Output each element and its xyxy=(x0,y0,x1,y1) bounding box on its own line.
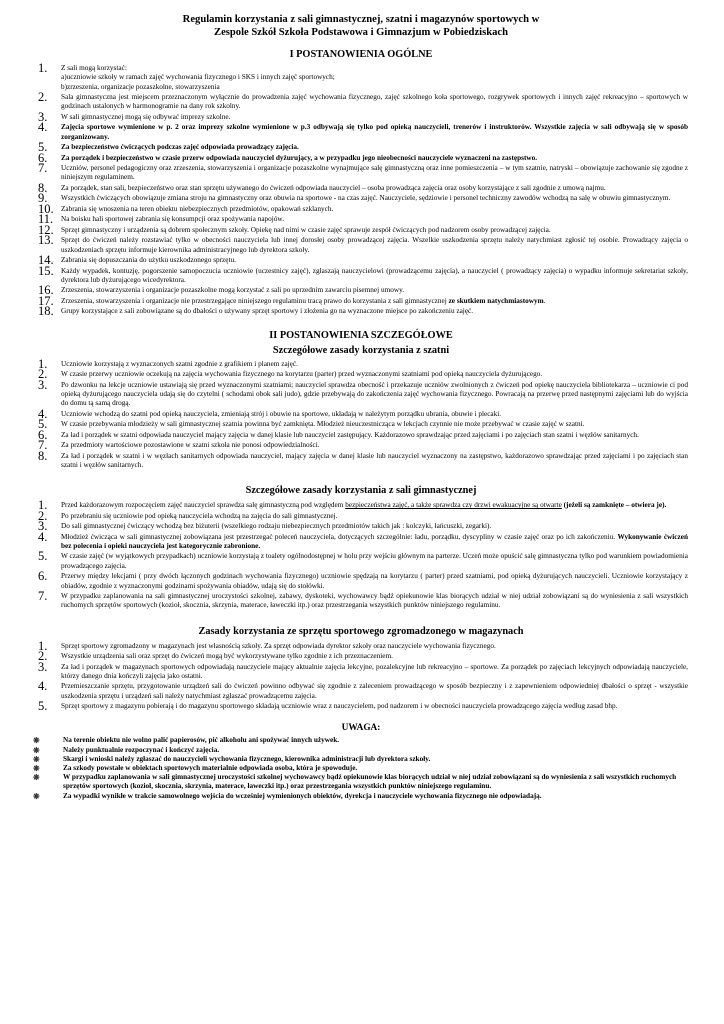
asterisk-bullet-icon: ❋ xyxy=(33,791,40,801)
list-item xyxy=(34,679,688,701)
item-number: 2. xyxy=(38,367,48,382)
uwaga-item xyxy=(34,736,688,745)
list-item xyxy=(34,263,688,286)
item-text: Za bezpieczeństwo ćwiczących podczas zajęć odpowiada prowadzący zajęcia. xyxy=(61,143,299,152)
item-number: 8. xyxy=(38,448,48,463)
section1-heading: I POSTANOWIENIA OGÓLNE xyxy=(289,49,433,60)
list-item xyxy=(34,417,688,432)
item-text: Wszystkich ćwiczących obowiązuje zmiana stroju na gimnastyczny oraz obuwia na sportowe - na czas zajęć. Nauczyciele, sędziowie i personel techniczny zawodów wchodzą na salę w obuwiu gimnastycznym. xyxy=(61,194,671,203)
item-text: Przemieszczanie sprzętu, przygotowanie urządzeń sali do ćwiczeń powinno odbywać się zgodnie z zaleceniem prowadzącego w sposób bezpieczny i z zapewnieniem odpowiedniej dbałości o sprzęt - wszystkie uszkodzenia sprzętu i urządzeń sali należy natychmiast zgłaszać prowadzącemu zajęcia. xyxy=(61,682,688,700)
asterisk-bullet-icon: ❋ xyxy=(33,754,40,764)
item-text: Sprzęt sportowy z magazynu pobierają i do magazynu sportowego składają uczniowie wraz z nauczycielem, pod nadzorem i w obecności nauczyciela prowadzącego zajęcia według zasad bhp. xyxy=(61,702,618,711)
item-number: 9. xyxy=(38,191,48,206)
section3-heading: Szczegółowe zasady korzystania z sali gimnastycznej xyxy=(245,485,477,497)
list-item xyxy=(34,304,688,319)
item-text: Zrzeszenia, stowarzyszenia i organizacje nie przestrzegające niniejszego regulaminu tracą prawo do korzystania z sali gimnastycznej ze skutkiem natychmiastowym. xyxy=(61,296,546,305)
item-text: Przerwy między lekcjami ( przy dwóch łączonych godzinach wychowania fizycznego) uczniowie spędzają na korytarzu ( parter) przed szatniami, pod opieką dyżurujących nauczycieli. Uczniowie korzystający z obiadów, zgodnie z wyznaczonymi godzinami spożywania obiadów, udają się do stołówki. xyxy=(61,572,688,590)
item-text: Wszystkie urządzenia sali oraz sprzęt do ćwiczeń mogą być wykorzystywane tylko zgodnie z ich przeznaczeniem. xyxy=(61,652,393,661)
regulation-document xyxy=(34,14,688,801)
item-text: Uczniów, personel pedagogiczny oraz zrzeszenia, stowarzyszenia i organizacje pozaszkolne wynajmujące salę gimnastyczną oraz inne pomieszczenia – w tym szatnie, natryski – obowiązuje zachowanie się zgodne z niniejszym regulaminem. xyxy=(61,164,688,182)
item-text: Przed każdorazowym rozpoczęciem zajęć nauczyciel sprawdza salę gimnastyczną pod względem bezpieczeństwa zajęć, a także sprawdza czy drzwi ewakuacyjne są otwarte (jeżeli są zamknięte – otwiera je). xyxy=(61,501,667,510)
list-item xyxy=(34,150,688,165)
list-item xyxy=(34,212,688,227)
uwaga-heading: UWAGA: xyxy=(341,723,381,734)
item-number: 12. xyxy=(38,222,54,237)
item-text: Sprzęt gimnastyczny i urządzenia są dobrem społecznym szkoły. Opiekę nad nimi w czasie zajęć sprawuje zespół ćwiczących pod nadzorem osoby prowadzącej zajęcia. xyxy=(61,225,551,234)
document-title xyxy=(34,14,688,39)
list-item xyxy=(34,293,688,308)
section4-heading: Zasady korzystania ze sprzętu sportowego zgromadzonego w magazynach xyxy=(198,625,524,637)
item-text: Sala gimnastyczna jest miejscem przeznaczonym wyłącznie do prowadzenia zajęć wychowania fizycznego, zajęć szkolnego koła sportowego, rozgrywek sportowych i innych zajęć rekreacyjno – sportowych w godzinach ustalonych w harmonogramie na dany rok szkolny. xyxy=(61,93,688,111)
list-item xyxy=(34,367,688,382)
title-line-1: Regulamin korzystania z sali gimnastycznej, szatni i magazynów sportowych w xyxy=(182,14,540,25)
list-item xyxy=(34,427,688,442)
item-number: 3. xyxy=(38,377,48,392)
item-text: W przypadku zaplanowania na sali gimnastycznej uroczystości szkolnej, zabawy, dyskoteki, wychowawcy bądź opiekunowie klas biorących udział w niej udział zobowiązani są do wyniesienia z sali wszystkich ruchomych sprzętów sportowych (kozioł, skocznia, skrzynia, materace, ławeczki itp.) oraz przestrzegania wszystkich punktów niniejszego regulaminu. xyxy=(61,591,688,610)
item-number: 3. xyxy=(38,659,48,674)
item-number: 8. xyxy=(38,180,48,195)
uwaga-item-text: Na terenie obiektu nie wolno palić papierosów, pić alkoholu ani spożywać innych używek. xyxy=(63,736,340,745)
list-item xyxy=(34,140,688,155)
section4-list xyxy=(34,638,688,714)
list-item xyxy=(34,201,688,216)
item-number: 16. xyxy=(38,283,54,298)
item-number: 2. xyxy=(38,90,48,105)
asterisk-bullet-icon: ❋ xyxy=(33,736,40,746)
list-item xyxy=(34,377,688,409)
item-number: 1. xyxy=(38,638,48,653)
asterisk-bullet-icon: ❋ xyxy=(33,764,40,774)
item-number: 5. xyxy=(38,549,48,564)
list-item xyxy=(34,253,688,268)
list-item xyxy=(34,222,688,237)
item-text: Każdy wypadek, kontuzję, pogorszenie samopoczucia uczniowie (uczestnicy zajęć), zgłaszają nauczycielowi (prowadzącemu zajęcia), a nauczyciel ( prowadzący zajęcia) o wypadku informuje sekretariat szkoły, dyrektora lub dyżurującego wicedyrektora. xyxy=(61,266,688,284)
item-number: 7. xyxy=(38,438,48,453)
item-number: 5. xyxy=(38,699,48,714)
item-text: Sprzęt sportowy zgromadzony w magazynach jest własnością szkoły. Za sprzęt odpowiada dyrektor szkoły oraz nauczyciele wychowania fizycznego. xyxy=(61,641,496,650)
asterisk-bullet-icon: ❋ xyxy=(33,745,40,755)
item-number: 7. xyxy=(38,161,48,176)
item-text: W sali gimnastycznej mogą się odbywać imprezy szkolne. xyxy=(61,112,231,121)
item-text: W czasie zajęć (w wyjątkowych przypadkach) uczniowie korzystają z toalety ogólnodostępnej w holu przy wejściu głównym na parterze. Uczeń może opuścić salę gimnastyczna tylko pod warunkiem powiadomienia prowadzącego zajęcia. xyxy=(61,552,688,570)
list-item xyxy=(34,519,688,534)
item-text: Sprzęt do ćwiczeń należy rozstawiać tylko w obecności nauczyciela lub innej dorosłej osoby prowadzącej zajęcia. Wszelkie uszkodzenia sprzętu należy natychmiast zgłosić tej osobie. Prowadzący zajęcia o uszkodzeniach sprzętu informuje kierownika administracyjnego lub dyrektora szkoły. xyxy=(61,236,688,254)
list-item xyxy=(34,61,688,92)
item-text: Zabrania się wnoszenia na teren obiektu niebezpiecznych przedmiotów, opakowań szklanych. xyxy=(61,204,334,213)
uwaga-item xyxy=(34,764,688,773)
item-number: 2. xyxy=(38,649,48,664)
list-item xyxy=(34,283,688,298)
item-text: Za porządek, stan sali, bezpieczeństwo oraz stan sprzętu używanego do ćwiczeń odpowiada nauczyciel – osoba prowadząca zajęcia oraz osoby korzystające z sali zgodnie z umową najmu. xyxy=(61,183,606,192)
item-text: Zrzeszenia, stowarzyszenia i organizacje pozaszkolne mogą korzystać z sali po uprzednim zawarciu pisemnej umowy. xyxy=(61,286,405,295)
uwaga-item xyxy=(34,755,688,764)
item-text: Za ład i porządek w magazynach sportowych odpowiadają nauczyciele mający aktualnie zajęcia lekcyjne, pozalekcyjne lub rekreacyjno – sportowe. Za porządek po zajęciach lekcyjnych odpowiadają nauczyciele, którzy danego dnia kończyli zajęcia jako ostatni. xyxy=(61,662,688,680)
item-text: Do sali gimnastycznej ćwiczący wchodzą bez biżuterii (wszelkiego rodzaju niebezpiecznych przedmiotów takich jak : kolczyki, łańcuszki, zegarki). xyxy=(61,522,492,531)
uwaga-item-text: Należy punktualnie rozpoczynać i kończyć zajęcia. xyxy=(63,745,220,754)
list-item xyxy=(34,529,688,552)
item-number: 11. xyxy=(38,212,54,227)
uwaga-list xyxy=(34,736,688,800)
uwaga-item xyxy=(34,792,688,801)
section3-list xyxy=(34,498,688,610)
list-item xyxy=(34,549,688,571)
item-number: 10. xyxy=(38,201,54,216)
item-number: 6. xyxy=(38,427,48,442)
list-item xyxy=(34,191,688,206)
section2-list xyxy=(34,356,688,471)
item-number: 4. xyxy=(38,120,48,135)
uwaga-item xyxy=(34,746,688,755)
item-number: 13. xyxy=(38,233,54,248)
item-text: Za ład i porządek w szatni odpowiada nauczyciel mający zajęcia w danej klasie lub nauczyciel zastępujący. Każdorazowo sprawdzając przed zajęciami i po zajęciach stan szatni i węzłów sanitarnych. xyxy=(61,430,639,439)
list-item xyxy=(34,356,688,371)
uwaga-item xyxy=(34,773,688,791)
item-text: Za porządek i bezpieczeństwo w czasie przerw odpowiada nauczyciel dyżurujący, a w przypadku jego nieobecności nauczyciele wyznaczeni na zastępstwo. xyxy=(61,153,538,162)
list-item xyxy=(34,161,688,183)
item-number: 14. xyxy=(38,253,54,268)
item-text: Na boisku hali sportowej zabrania się konsumpcji oraz spożywania napojów. xyxy=(61,215,285,224)
list-item xyxy=(34,406,688,421)
item-text: W czasie przerwy uczniowie oczekują na zajęcia wychowania fizycznego na korytarzu (parter) przed wyznaczonymi szatniami pod opieką nauczyciela dyżurującego. xyxy=(61,370,543,379)
item-text: Grupy korzystające z sali zobowiązane są do dbałości o używany sprzęt sportowy i złożenia go na wyznaczone miejsce po zakończeniu zajęć. xyxy=(61,307,474,316)
item-text: Uczniowie wchodzą do szatni pod opieką nauczyciela, zmieniają strój i obuwie na sportowe, układają w należytym porządku ubrania, obuwie i plecaki. xyxy=(61,409,502,418)
list-item xyxy=(34,638,688,653)
list-item xyxy=(34,180,688,195)
list-item xyxy=(34,120,688,142)
list-item xyxy=(34,109,688,124)
item-text: Za przedmioty wartościowe pozostawione w szatni szkoła nie ponosi odpowiedzialności. xyxy=(61,441,320,450)
list-item xyxy=(34,588,688,611)
uwaga-item-text: Skargi i wnioski należy zgłaszać do nauczycieli wychowania fizycznego, kierownika administracji lub dyrektora szkoły. xyxy=(63,754,431,763)
item-text: Z sali mogą korzystać: a)uczniowie szkoły w ramach zajęć wychowania fizycznego i SKS i innych zajęć sportowych; b)zrzeszenia, organizacje pozaszkolne, stowarzyszenia xyxy=(61,64,335,91)
list-item xyxy=(34,233,688,255)
item-number: 17. xyxy=(38,293,54,308)
item-number: 2. xyxy=(38,508,48,523)
list-item xyxy=(34,649,688,664)
list-item xyxy=(34,699,688,714)
item-text: Po dzwonku na lekcje uczniowie ustawiają się przed wyznaczonymi szatniami; nauczyciel sprawdza obecność i przekazuje uczniów zwolnionych z ćwiczeń pod opiekę nauczyciela bibliotekarza – uczniowie ci pod opieką dyżurującego nauczyciela udają się do czytelni ( schodami obok sali judo), gdzie przebywają do zakończenia zajęć wychowania fizycznego. Powracają na przerwę przed następnymi zajęciami lub do wyjścia do domu tą samą drogą. xyxy=(61,380,688,408)
item-number: 4. xyxy=(38,406,48,421)
list-item xyxy=(34,508,688,523)
item-number: 5. xyxy=(38,417,48,432)
section1-list xyxy=(34,61,688,319)
asterisk-bullet-icon: ❋ xyxy=(33,773,40,783)
list-item xyxy=(34,498,688,513)
item-number: 3. xyxy=(38,109,48,124)
item-text: Młodzież ćwicząca w sali gimnastycznej zobowiązana jest przestrzegać poleceń nauczyciela, dotyczących szczególnie: ładu, porządku, dyscypliny w czasie zajęć oraz po ich zakończeniu. Wykonywanie ćwiczeń bez polecenia i opieki nauczyciela jest kategorycznie zabronione. xyxy=(61,532,688,550)
item-text: Zabrania się dopuszczania do użytku uszkodzonego sprzętu. xyxy=(61,256,236,265)
item-number: 15. xyxy=(38,263,54,278)
item-text: Uczniowie korzystają z wyznaczonych szatni zgodnie z grafikiem i planem zajęć. xyxy=(61,359,298,368)
item-number: 18. xyxy=(38,304,54,319)
item-number: 6. xyxy=(38,150,48,165)
item-number: 7. xyxy=(38,588,48,603)
list-item xyxy=(34,90,688,112)
title-line-2: Zespole Szkół Szkoła Podstawowa i Gimnazjum w Pobiedziskach xyxy=(214,26,508,38)
uwaga-item-text: W przypadku zaplanowania w sali gimnastycznej uroczystości szkolnej wychowawcy bądź opiekunowie klas biorących udział w niej udział zobowiązani są do wyniesienia z sali wszystkich ruchomych sprzętów sportowych (kozioł, skocznia, skrzynia, materace, ławeczki itp.) oraz przestrzegania wszystkich punktów niniejszego regulaminu. xyxy=(63,773,677,791)
item-text: Po przebraniu się uczniowie pod opieką nauczyciela wchodzą na zajęcia do sali gimnastycznej. xyxy=(61,511,338,520)
item-number: 1. xyxy=(38,356,48,371)
section2-heading: II POSTANOWIENIA SZCZEGÓŁOWE xyxy=(269,329,453,341)
item-number: 1. xyxy=(38,61,48,75)
list-item xyxy=(34,569,688,591)
item-text: Za ład i porządek w szatni i w węzłach sanitarnych odpowiada nauczyciel, mający zajęcia w danej klasie lub nauczyciel wyznaczony na zastępstwo, każdorazowo sprawdzając przed zajęciami i po zajęciach stan szatni i węzłów sanitarnych. xyxy=(61,451,688,469)
item-number: 1. xyxy=(38,498,48,513)
item-number: 4. xyxy=(38,529,48,544)
item-number: 4. xyxy=(38,679,48,694)
item-text: W czasie przebywania młodzieży w sali gimnastycznej szatnia powinna być zamknięta. Młodzież nieuczestnicząca w lekcjach czynnie nie może przebywać w czasie zajęć w szatni. xyxy=(61,420,585,429)
list-item xyxy=(34,448,688,471)
item-number: 5. xyxy=(38,140,48,155)
item-number: 3. xyxy=(38,519,48,534)
list-item xyxy=(34,438,688,453)
list-item xyxy=(34,659,688,682)
section2-subheading: Szczegółowe zasady korzystania z szatni xyxy=(272,344,450,356)
item-text: Zajęcia sportowe wymienione w p. 2 oraz imprezy szkolne wymienione w p.3 odbywają się tylko pod opieką nauczycieli, trenerów i instruktorów. Wszystkie zajęcia w sali odbywają się w sposób zorganizowany. xyxy=(61,123,688,141)
item-number: 6. xyxy=(38,569,48,584)
uwaga-item-text: Za wypadki wynikłe w trakcie samowolnego wejścia do wcześniej wymienionych obiektów, dyrekcja i nauczyciele wychowania fizycznego nie odpowiadają. xyxy=(63,791,542,800)
uwaga-item-text: Za szkody powstałe w obiektach sportowych materialnie odpowiada osoba, która je spowoduje. xyxy=(63,764,358,773)
